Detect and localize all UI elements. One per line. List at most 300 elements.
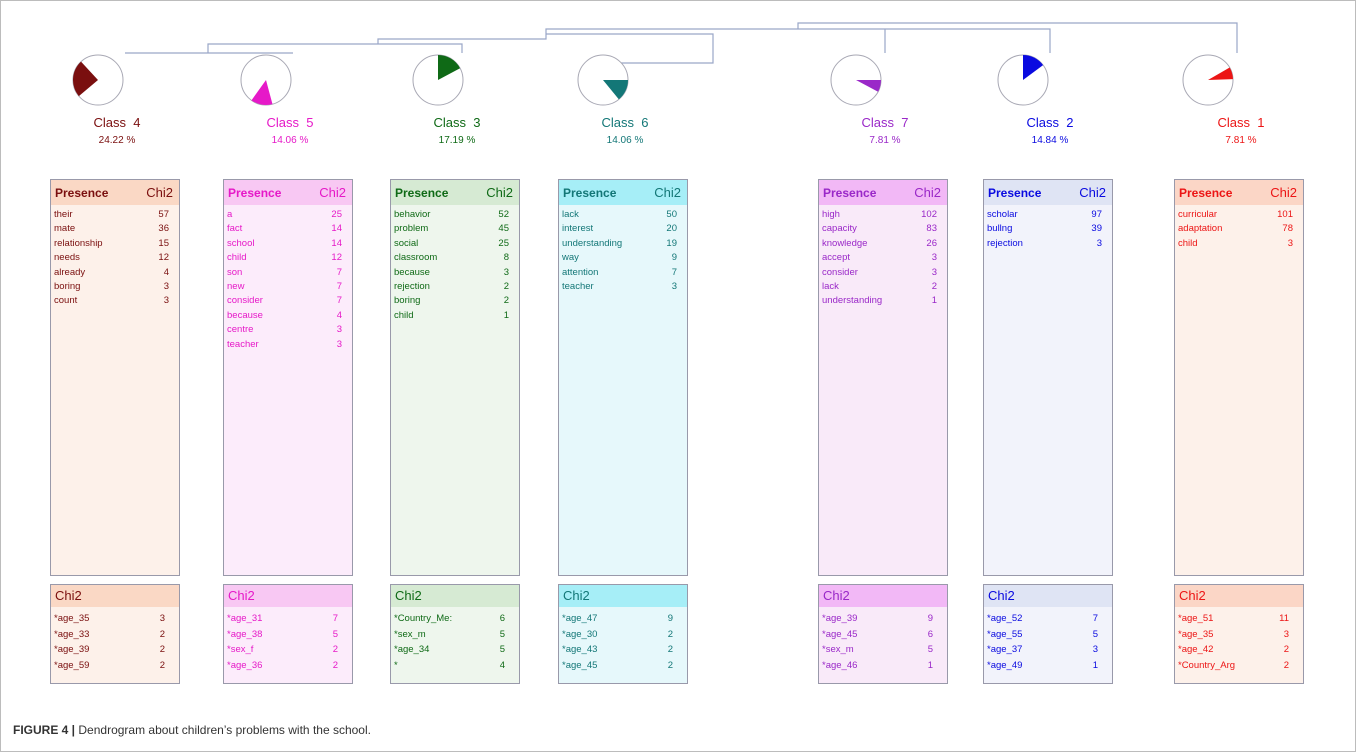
presence-word: because	[227, 309, 263, 321]
chi2-value: 3	[159, 613, 165, 624]
presence-row	[822, 294, 947, 308]
chi2-row	[987, 658, 1112, 674]
presence-chi2-value: 3	[503, 266, 509, 278]
presence-chi2-value: 7	[336, 266, 342, 278]
presence-header: Presence	[395, 185, 449, 200]
dendrogram-link	[798, 23, 1237, 53]
chi2-value: 2	[159, 644, 165, 655]
chi2-variable: *age_34	[394, 644, 430, 655]
chi2-value: 5	[1092, 628, 1098, 640]
chi2-variable: *age_35	[54, 613, 90, 624]
presence-word: because	[394, 266, 430, 278]
chi2-variable: *age_47	[562, 613, 598, 624]
chi2-value: 3	[1092, 644, 1098, 655]
chi2-variable: *age_33	[54, 628, 90, 640]
presence-row	[1178, 208, 1303, 222]
presence-row	[822, 280, 947, 294]
class-name: Class 3	[433, 115, 481, 130]
presence-chi2-value: 20	[666, 223, 677, 235]
chi2-variable: *age_46	[822, 659, 858, 671]
presence-row	[227, 338, 352, 352]
presence-chi2-value: 102	[921, 209, 937, 220]
chi2-variable: *age_59	[54, 659, 90, 671]
presence-row	[1178, 237, 1303, 251]
presence-word: knowledge	[822, 237, 868, 249]
presence-table-header	[819, 180, 947, 205]
presence-word: child	[227, 252, 247, 264]
presence-chi2-value: 4	[336, 309, 342, 321]
presence-rows	[51, 205, 179, 309]
presence-chi2-value: 3	[163, 295, 169, 307]
chi2-row	[1178, 611, 1303, 627]
presence-chi2-value: 2	[503, 281, 509, 293]
presence-row	[394, 222, 519, 236]
presence-row	[227, 222, 352, 236]
presence-chi2-value: 78	[1282, 223, 1293, 235]
class-name: Class 4	[93, 115, 141, 130]
presence-row	[54, 222, 179, 236]
chi2-variable: *age_30	[562, 628, 598, 640]
class-pie-chart	[71, 53, 125, 107]
chi2-row	[562, 627, 687, 643]
chi2-header: Chi2	[1079, 185, 1106, 200]
presence-word: rejection	[394, 281, 430, 293]
chi2-row	[394, 627, 519, 643]
presence-rows	[391, 205, 519, 323]
presence-row	[54, 280, 179, 294]
presence-table-header	[984, 180, 1112, 205]
presence-row	[562, 237, 687, 251]
presence-row	[227, 266, 352, 280]
chi2-value: 2	[667, 628, 673, 640]
presence-row	[227, 309, 352, 323]
chi2-table-header: Chi2	[391, 585, 519, 607]
chi2-row	[1178, 658, 1303, 674]
class-percentage: 14.06 %	[606, 135, 644, 146]
presence-row	[822, 222, 947, 236]
presence-word: their	[54, 209, 73, 220]
chi2-table-header: Chi2	[1175, 585, 1303, 607]
chi2-rows	[819, 607, 947, 673]
chi2-row	[987, 611, 1112, 627]
presence-chi2-value: 3	[671, 281, 677, 293]
presence-row	[394, 251, 519, 265]
figure-label: FIGURE 4 |	[13, 723, 76, 737]
class-pie-chart	[411, 53, 465, 107]
presence-chi2-value: 3	[931, 252, 937, 264]
presence-chi2-value: 9	[671, 252, 677, 264]
presence-row	[227, 294, 352, 308]
presence-chi2-value: 3	[1287, 237, 1293, 249]
presence-word: scholar	[987, 209, 1018, 220]
presence-table-header	[1175, 180, 1303, 205]
chi2-row	[987, 642, 1112, 658]
presence-chi2-value: 52	[498, 209, 509, 220]
presence-chi2-value: 36	[158, 223, 169, 235]
presence-row	[822, 251, 947, 265]
chi2-value: 2	[1283, 659, 1289, 671]
chi2-row	[54, 658, 179, 674]
chi2-row	[822, 627, 947, 643]
chi2-row	[562, 611, 687, 627]
presence-chi2-value: 4	[163, 266, 169, 278]
presence-header: Presence	[55, 185, 109, 200]
chi2-value: 2	[159, 659, 165, 671]
presence-header: Presence	[563, 185, 617, 200]
presence-word: needs	[54, 252, 80, 264]
chi2-row	[394, 658, 519, 674]
chi2-variable: *age_42	[1178, 644, 1214, 655]
presence-rows	[1175, 205, 1303, 251]
presence-table	[50, 179, 180, 576]
chi2-row	[394, 611, 519, 627]
figure-caption	[13, 723, 371, 737]
presence-word: social	[394, 237, 419, 249]
chi2-table	[983, 584, 1113, 684]
presence-header: Presence	[823, 185, 877, 200]
presence-table-header	[559, 180, 687, 205]
chi2-value: 2	[332, 644, 338, 655]
chi2-value: 5	[499, 628, 505, 640]
chi2-variable: *age_36	[227, 659, 263, 671]
presence-chi2-value: 45	[498, 223, 509, 235]
chi2-row	[394, 642, 519, 658]
chi2-variable: *age_51	[1178, 613, 1214, 624]
presence-chi2-value: 1	[931, 295, 937, 307]
presence-row	[227, 237, 352, 251]
presence-row	[562, 266, 687, 280]
presence-row	[1178, 222, 1303, 236]
presence-row	[227, 251, 352, 265]
presence-row	[394, 280, 519, 294]
chi2-variable: *Country_Me:	[394, 613, 453, 624]
presence-chi2-value: 8	[503, 252, 509, 264]
presence-table	[983, 179, 1113, 576]
chi2-value: 6	[499, 613, 505, 624]
presence-chi2-value: 3	[931, 266, 937, 278]
chi2-row	[822, 611, 947, 627]
presence-row	[562, 208, 687, 222]
chi2-table	[1174, 584, 1304, 684]
chi2-value: 5	[927, 644, 933, 655]
presence-table-header	[51, 180, 179, 205]
presence-row	[987, 222, 1112, 236]
presence-chi2-value: 2	[931, 281, 937, 293]
presence-word: understanding	[562, 237, 623, 249]
chi2-table-header: Chi2	[819, 585, 947, 607]
chi2-table	[818, 584, 948, 684]
class-percentage: 24.22 %	[98, 135, 136, 146]
chi2-variable: *	[394, 659, 398, 671]
presence-word: centre	[227, 324, 254, 336]
class-name: Class 2	[1026, 115, 1074, 130]
presence-row	[227, 323, 352, 337]
chi2-header: Chi2	[654, 185, 681, 200]
presence-table	[223, 179, 353, 576]
chi2-variable: *age_31	[227, 613, 263, 624]
class-pie-chart	[1181, 53, 1235, 107]
chi2-value: 1	[927, 659, 933, 671]
presence-chi2-value: 101	[1277, 209, 1293, 220]
presence-word: count	[54, 295, 78, 307]
chi2-variable: *age_35	[1178, 628, 1214, 640]
chi2-value: 2	[159, 628, 165, 640]
presence-word: problem	[394, 223, 429, 235]
chi2-rows	[984, 607, 1112, 673]
presence-word: attention	[562, 266, 599, 278]
chi2-value: 4	[499, 659, 505, 671]
presence-row	[822, 208, 947, 222]
chi2-value: 7	[1092, 613, 1098, 624]
class-pie-chart	[576, 53, 630, 107]
dendrogram-link	[378, 44, 462, 53]
presence-word: child	[394, 309, 414, 321]
chi2-header: Chi2	[486, 185, 513, 200]
presence-word: child	[1178, 237, 1198, 249]
presence-table	[390, 179, 520, 576]
chi2-row	[822, 658, 947, 674]
presence-row	[562, 280, 687, 294]
chi2-value: 2	[667, 644, 673, 655]
chi2-table	[390, 584, 520, 684]
chi2-table-header: Chi2	[51, 585, 179, 607]
presence-table	[818, 179, 948, 576]
presence-chi2-value: 12	[158, 252, 169, 264]
presence-word: school	[227, 237, 255, 249]
presence-rows	[224, 205, 352, 352]
chi2-value: 11	[1279, 613, 1289, 624]
presence-word: new	[227, 281, 245, 293]
class-name: Class 6	[601, 115, 649, 130]
chi2-value: 2	[1283, 644, 1289, 655]
chi2-variable: *age_49	[987, 659, 1023, 671]
presence-row	[394, 266, 519, 280]
chi2-value: 9	[927, 613, 933, 624]
chi2-row	[54, 627, 179, 643]
presence-word: interest	[562, 223, 594, 235]
chi2-row	[227, 611, 352, 627]
class-percentage: 7.81 %	[869, 135, 901, 146]
presence-table-header	[391, 180, 519, 205]
presence-chi2-value: 7	[336, 295, 342, 307]
chi2-row	[227, 642, 352, 658]
chi2-header: Chi2	[1270, 185, 1297, 200]
chi2-variable: *Country_Arg	[1178, 659, 1236, 671]
presence-row	[394, 294, 519, 308]
chi2-value: 1	[1092, 659, 1098, 671]
presence-chi2-value: 7	[671, 266, 677, 278]
presence-word: teacher	[562, 281, 594, 293]
chi2-table	[223, 584, 353, 684]
class-name: Class 5	[266, 115, 314, 130]
presence-header: Presence	[1179, 185, 1233, 200]
presence-chi2-value: 3	[1096, 237, 1102, 249]
presence-row	[54, 294, 179, 308]
presence-word: lack	[822, 281, 839, 293]
chi2-variable: *age_38	[227, 628, 263, 640]
class-name: Class 1	[1217, 115, 1265, 130]
presence-word: relationship	[54, 237, 103, 249]
presence-word: accept	[822, 252, 850, 264]
chi2-table-header: Chi2	[559, 585, 687, 607]
presence-table	[1174, 179, 1304, 576]
chi2-row	[1178, 627, 1303, 643]
presence-word: boring	[54, 281, 81, 293]
presence-word: bullng	[987, 223, 1013, 235]
class-pie-chart	[829, 53, 883, 107]
chi2-value: 7	[332, 613, 338, 624]
presence-word: adaptation	[1178, 223, 1223, 235]
chi2-row	[54, 611, 179, 627]
presence-chi2-value: 2	[503, 295, 509, 307]
dendrogram-link	[546, 29, 1050, 53]
chi2-value: 5	[499, 644, 505, 655]
presence-header: Presence	[988, 185, 1042, 200]
presence-word: teacher	[227, 338, 259, 350]
chi2-row	[987, 627, 1112, 643]
presence-chi2-value: 14	[331, 237, 342, 249]
presence-word: consider	[822, 266, 858, 278]
presence-chi2-value: 1	[503, 309, 509, 321]
presence-chi2-value: 50	[666, 209, 677, 220]
presence-table-header	[224, 180, 352, 205]
presence-chi2-value: 12	[331, 252, 342, 264]
presence-word: rejection	[987, 237, 1023, 249]
presence-word: a	[227, 209, 233, 220]
presence-row	[822, 266, 947, 280]
presence-chi2-value: 14	[331, 223, 342, 235]
presence-chi2-value: 15	[158, 237, 169, 249]
presence-row	[987, 208, 1112, 222]
class-percentage: 14.84 %	[1031, 135, 1069, 146]
chi2-table	[50, 584, 180, 684]
chi2-row	[562, 642, 687, 658]
chi2-variable: *age_55	[987, 628, 1023, 640]
presence-word: boring	[394, 295, 421, 307]
class-percentage: 14.06 %	[271, 135, 309, 146]
chi2-row	[54, 642, 179, 658]
class-percentage: 7.81 %	[1225, 135, 1257, 146]
chi2-variable: *age_45	[822, 628, 858, 640]
chi2-rows	[1175, 607, 1303, 673]
dendrogram-link	[378, 34, 546, 44]
presence-chi2-value: 7	[336, 281, 342, 293]
dendrogram-link	[208, 44, 378, 53]
presence-chi2-value: 3	[336, 324, 342, 336]
class-pie-chart	[996, 53, 1050, 107]
presence-rows	[559, 205, 687, 294]
chi2-table-header: Chi2	[984, 585, 1112, 607]
presence-word: classroom	[394, 252, 438, 264]
presence-row	[562, 251, 687, 265]
presence-chi2-value: 26	[926, 237, 937, 249]
chi2-table	[558, 584, 688, 684]
presence-chi2-value: 25	[498, 237, 509, 249]
presence-word: behavior	[394, 209, 431, 220]
presence-word: capacity	[822, 223, 857, 235]
chi2-row	[227, 658, 352, 674]
presence-row	[394, 309, 519, 323]
presence-row	[54, 266, 179, 280]
class-pie-chart	[239, 53, 293, 107]
chi2-value: 5	[332, 628, 338, 640]
presence-row	[562, 222, 687, 236]
presence-row	[227, 208, 352, 222]
chi2-variable: *age_39	[822, 613, 858, 624]
presence-rows	[819, 205, 947, 309]
presence-word: understanding	[822, 295, 883, 307]
presence-row	[394, 208, 519, 222]
chi2-row	[227, 627, 352, 643]
presence-rows	[984, 205, 1112, 251]
presence-table	[558, 179, 688, 576]
presence-chi2-value: 57	[158, 209, 169, 220]
chi2-row	[562, 658, 687, 674]
presence-chi2-value: 3	[336, 338, 342, 350]
presence-chi2-value: 19	[666, 237, 677, 249]
presence-word: way	[562, 252, 579, 264]
chi2-value: 2	[667, 659, 673, 671]
chi2-variable: *age_37	[987, 644, 1023, 655]
presence-chi2-value: 97	[1091, 209, 1102, 220]
class-name: Class 7	[861, 115, 909, 130]
presence-chi2-value: 83	[926, 223, 937, 235]
chi2-value: 6	[927, 628, 933, 640]
chi2-rows	[51, 607, 179, 673]
presence-chi2-value: 25	[331, 209, 342, 220]
presence-row	[987, 237, 1112, 251]
presence-row	[54, 208, 179, 222]
class-percentage: 17.19 %	[438, 135, 476, 146]
chi2-value: 2	[332, 659, 338, 671]
presence-word: already	[54, 266, 86, 278]
presence-chi2-value: 39	[1091, 223, 1102, 235]
chi2-header: Chi2	[914, 185, 941, 200]
chi2-variable: *age_45	[562, 659, 598, 671]
chi2-rows	[391, 607, 519, 673]
presence-word: son	[227, 266, 243, 278]
chi2-variable: *age_39	[54, 644, 90, 655]
figure-caption-text: Dendrogram about children’s problems with the school.	[75, 723, 371, 737]
presence-word: lack	[562, 209, 579, 220]
presence-row	[54, 251, 179, 265]
chi2-rows	[224, 607, 352, 673]
presence-word: curricular	[1178, 209, 1218, 220]
presence-word: consider	[227, 295, 263, 307]
chi2-value: 9	[667, 613, 673, 624]
presence-row	[227, 280, 352, 294]
chi2-rows	[559, 607, 687, 673]
chi2-variable: *age_43	[562, 644, 598, 655]
presence-chi2-value: 3	[163, 281, 169, 293]
chi2-variable: *sex_m	[394, 628, 426, 640]
chi2-variable: *sex_f	[227, 644, 254, 655]
chi2-header: Chi2	[319, 185, 346, 200]
chi2-row	[1178, 642, 1303, 658]
chi2-variable: *sex_m	[822, 644, 854, 655]
chi2-value: 3	[1283, 628, 1289, 640]
chi2-table-header: Chi2	[224, 585, 352, 607]
chi2-header: Chi2	[146, 185, 173, 200]
presence-word: high	[822, 209, 840, 220]
chi2-variable: *age_52	[987, 613, 1023, 624]
presence-header: Presence	[228, 185, 282, 200]
presence-word: fact	[227, 223, 243, 235]
chi2-row	[822, 642, 947, 658]
presence-row	[822, 237, 947, 251]
presence-row	[54, 237, 179, 251]
presence-word: mate	[54, 223, 76, 235]
